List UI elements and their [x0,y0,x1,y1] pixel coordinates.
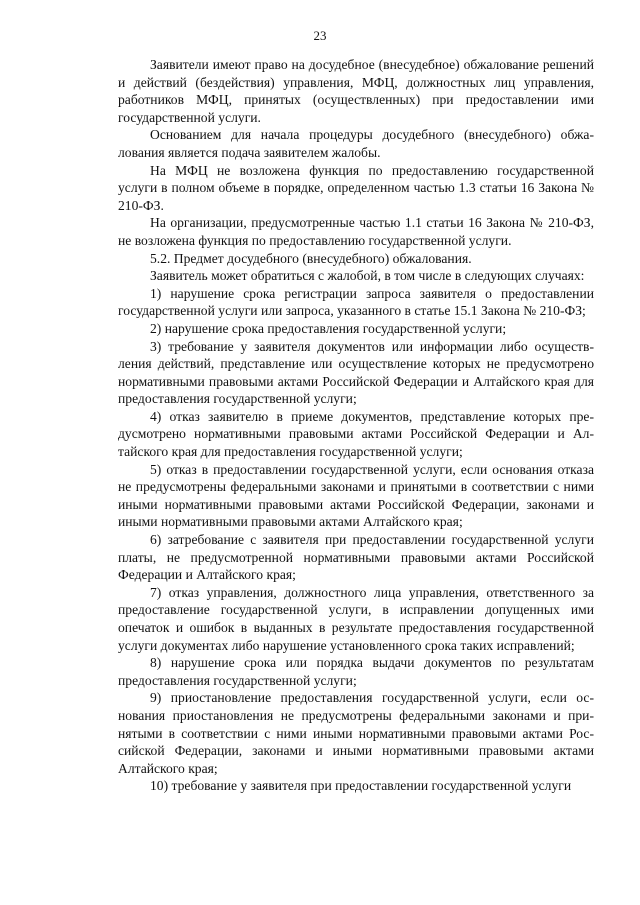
list-item-8: 8) нарушение срока или порядка выдачи документов по результатам предоставления государственной услуги; [118,655,594,688]
page-number: 23 [313,28,327,43]
paragraph-organizations: На организации, предусмотренные частью 1.1 статьи 16 Закона № 210-ФЗ, не возложена функция по предоставлению государственной услуги. [118,215,594,248]
list-item-1: 1) нарушение срока регистрации запроса заявителя о предоставлении государственной услуги или запроса, указанного в статье 15.1 Закона № 210-ФЗ; [118,285,594,319]
list-item-5: 5) отказ в предоставлении государственной услуги, если основания отказа не предусмотрены федеральными законами и принятыми в соответствии с ними иными нормативными правовыми актами Российской Федерации, законами и иными нормативными правовыми актами Алтайского края; [118,461,594,530]
list-item-3: 3) требование у заявителя документов или информации либо осуществления действий, представление или осуществление которых не предусмотрено нормативными правовыми актами Российской Федерации и Алтайского края для предоставления государственной услуги; [118,338,594,407]
list-item-9: 9) приостановление предоставления государственной услуги, если основания приостановления не предусмотрены федеральными законами и принятыми в соответствии с ними иными нормативными правовыми актами Российской Федерации, законами и иными нормативными правовыми актами Алтайского края; [118,690,594,776]
list-item-4: 4) отказ заявителю в приеме документов, представление которых предусмотрено нормативными правовыми актами Российской Федерации и Алтайского края для предоставления государственной услуги; [118,408,594,460]
document-body [118,56,594,795]
paragraph-mfc-function: На МФЦ не возложена функция по предоставлению государственной услуги в полном объеме в порядке, определенном частью 1.3 статьи 16 Закона № 210-ФЗ. [118,162,594,213]
paragraph-complaint-cases: Заявитель может обратиться с жалобой, в том числе в следующих случаях: [150,268,585,284]
paragraph-appeal-right: Заявители имеют право на досудебное (внесудебное) обжалование решений и действий (бездействия) управления, МФЦ, должностных лиц управления, работников МФЦ, принятых (осуществленных) при предоставлении ими государственной услуги. [118,57,594,125]
list-item-10: 10) требование у заявителя при предоставлении государственной услуги [150,778,572,794]
section-heading-5-2: 5.2. Предмет досудебного (внесудебного) обжалования. [150,250,472,266]
list-item-6: 6) затребование с заявителя при предоставлении государственной услуги платы, не предусмотренной нормативными правовыми актами Российской Федерации и Алтайского края; [118,532,594,583]
paragraph-appeal-basis: Основанием для начала процедуры досудебного (внесудебного) обжалования является подача заявителем жалобы. [118,127,594,160]
list-item-2: 2) нарушение срока предоставления государственной услуги; [150,320,507,336]
list-item-7: 7) отказ управления, должностного лица управления, ответственного за предоставление государственной услуги, в исправлении допущенных ими опечаток и ошибок в выданных в результате предоставления государственной услуги документах либо нарушение установленного срока таких исправлений; [118,584,594,653]
